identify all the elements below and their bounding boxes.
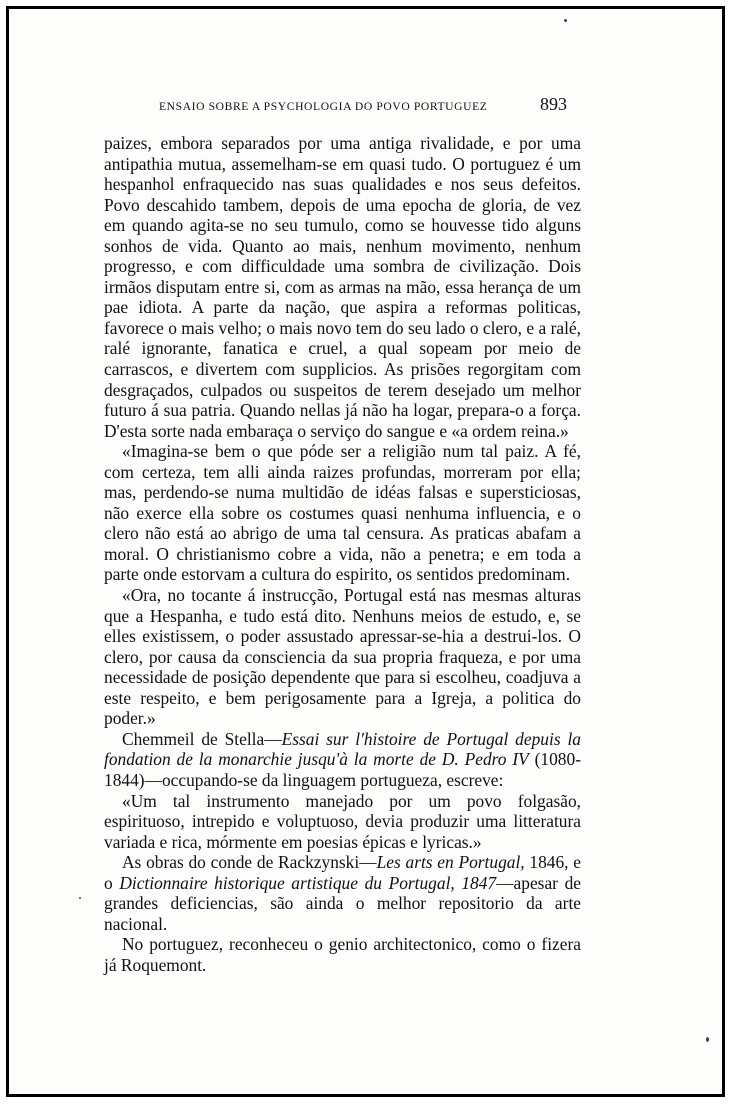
- body-text: [104, 133, 581, 975]
- print-speck: [706, 1037, 709, 1042]
- paragraph-4: [104, 729, 581, 791]
- print-speck: [564, 19, 567, 22]
- paragraph-2: «Imagina-se bem o que póde ser a religião num tal paiz. A fé, com certeza, tem alli ainda raizes profundas, morreram por ella; mas, perdendo-se numa multidão de idéas falsas e supersticiosas, não exerce ella sobre os costumes quasi nenhuma influencia, e o clero não está ao abrigo de uma tal censura. As praticas abafam a moral. O christianismo cobre a vida, não a penetra; e em toda a parte onde estorvam a cultura do espirito, os sentidos predominam.: [104, 441, 581, 585]
- paragraph-6: [104, 852, 581, 934]
- citation-author: Chemmeil de Stella—: [122, 728, 282, 749]
- p6-year: 1846, e o: [104, 852, 581, 893]
- running-head: ENSAIO SOBRE A PSYCHOLOGIA DO POVO PORTUGUEZ: [159, 100, 488, 113]
- book-page: [6, 6, 725, 1097]
- paragraph-1: paizes, embora separados por uma antiga rivalidade, e por uma antipathia mutua, assemelham-se em quasi tudo. O portuguez é um hespanhol enfraquecido nas suas qualidades e nos seus defeitos. Povo descahido tambem, depois de uma epocha de gloria, de vez em quando agita-se no seu tumulo, como se houvesse tido alguns sonhos de vida. Quanto ao mais, nenhum movimento, nenhum progresso, e com difficuldade uma sombra de civilização. Dois irmãos disputam entre si, com as armas na mão, essa herança de um pae idiota. A parte da nação, que aspira a reformas politicas, favorece o mais velho; o mais novo tem do seu lado o clero, e a ralé, ralé ignorante, fanatica e cruel, a qual sopeam por meio de carrascos, e divertem com supplicios. As prisões regorgitam com desgraçados, culpados ou suspeitos de terem desejado um melhor futuro á sua patria. Quando nellas já não ha logar, prepara-o a força. D'esta sorte nada embaraça o serviço do sangue e «a ordem reina.»: [104, 133, 581, 441]
- page-number: 893: [540, 94, 567, 114]
- paragraph-3: «Ora, no tocante á instrucção, Portugal está nas mesmas alturas que a Hespanha, e tudo está dito. Nenhuns meios de estudo, e, se elles existissem, o poder assustado apressar-se-hia a destrui-los. O clero, por causa da consciencia da sua propria fraqueza, e por uma necessidade de posição dependente que para si escolheu, coadjuva a este respeito, e bem perigosamente para a Igreja, a politica do poder.»: [104, 585, 581, 729]
- paragraph-7: No portuguez, reconheceu o genio architectonico, como o fizera já Roquemont.: [104, 934, 581, 975]
- p6-intro: As obras do conde de Rackzynski—: [122, 852, 377, 873]
- page-header: [159, 87, 567, 117]
- print-speck: [79, 897, 81, 899]
- citation-rest: (1080-1844)—occupando-se da linguagem portugueza, escreve:: [104, 749, 581, 790]
- paragraph-5: «Um tal instrumento manejado por um povo folgasão, espirituoso, intrepido e voluptuoso, devia produzir uma litteratura variada e rica, mórmente em poesias épicas e lyricas.»: [104, 790, 581, 852]
- p6-title-1: Les arts en Portugal,: [376, 852, 525, 873]
- p6-rest: —apesar de grandes deficiencias, são ainda o melhor repositorio da arte nacional.: [104, 872, 581, 934]
- p6-title-2: Dictionnaire historique artistique du Portugal, 1847: [119, 872, 497, 893]
- citation-title: Essai sur l'histoire de Portugal depuis la fondation de la monarchie jusqu'à la morte de D. Pedro IV: [104, 728, 581, 770]
